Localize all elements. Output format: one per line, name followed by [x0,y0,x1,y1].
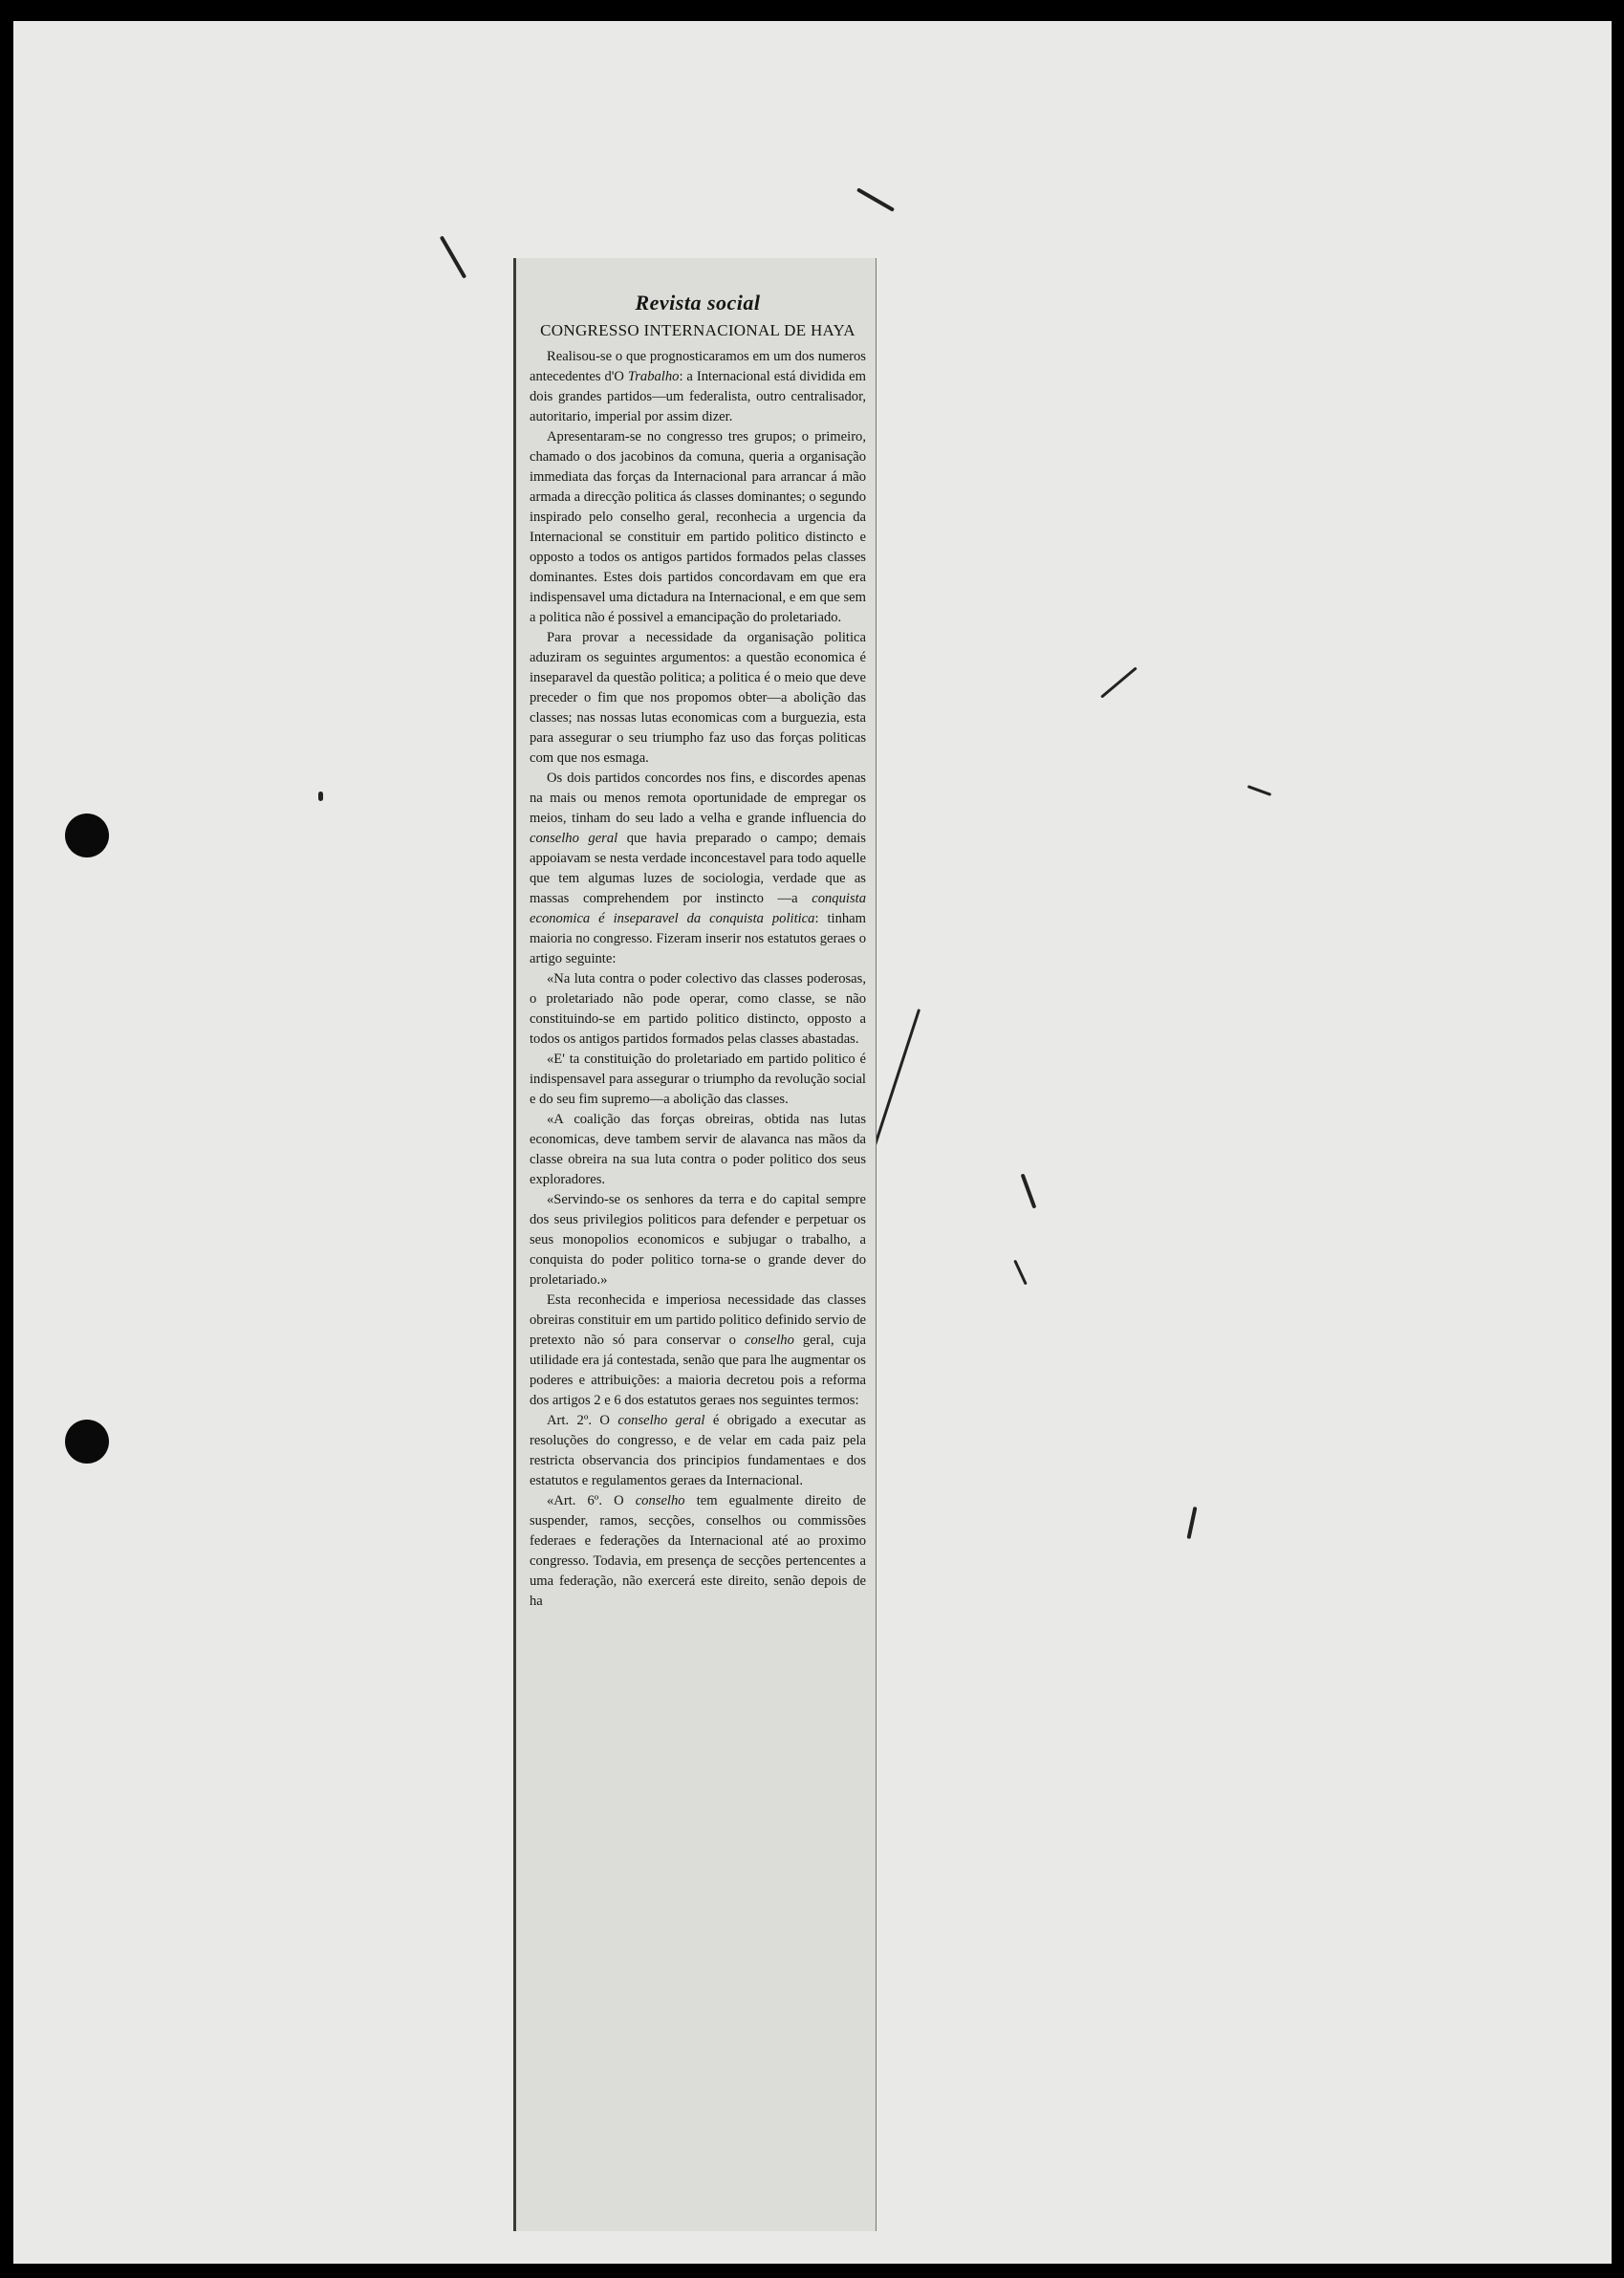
headline: CONGRESSO INTERNACIONAL DE HAYA [540,321,855,339]
pencil-mark [856,187,895,211]
article-paragraph [530,1291,866,1411]
text-run: Os dois partidos concordes nos fins, e discordes apenas na mais ou menos remota oportunidade de empregar os meios, tinham do seu lado a velha e grande influencia do [530,770,866,826]
text-run: geral, cuja utilidade era já contestada, senão que para lhe augmentar os poderes e attribuições: a maioria decretou pois a reforma dos artigos 2 e 6 dos estatutos geraes nos seguintes termos: [530,1333,866,1408]
pencil-mark [440,235,466,278]
section-title: Revista social [635,291,761,315]
text-run: Esta reconhecida e imperiosa necessidade das classes obreiras constituir em um partido politico definido servio de pretexto não só para conservar o [530,1292,866,1348]
pencil-mark [1247,785,1271,796]
pencil-mark [1100,666,1137,698]
italic-text: conselho geral [530,831,618,846]
article-paragraph [530,769,866,969]
italic-text: conselho geral [617,1413,705,1428]
text-run: que havia preparado o campo; demais appoiavam se nesta verdade inconcestavel para todo aquelle que tem algumas luzes de sociologia, verdade que as massas comprehendem por instincto —a [530,831,866,906]
article-paragraph [530,1491,866,1612]
pencil-mark [1187,1507,1198,1539]
text-run: : a Internacional está dividida em dois grandes partidos—um federalista, outro centralisador, autoritario, imperial por assim dizer. [530,369,867,424]
article-paragraph [530,1411,866,1491]
text-run: : tinham maioria no congresso. Fizeram inserir nos estatutos geraes o artigo seguinte: [530,911,866,966]
article-paragraph [530,1190,866,1291]
pencil-mark [874,1009,920,1146]
article-paragraph [530,347,866,427]
article-paragraph [530,427,866,628]
italic-text: Trabalho [627,369,680,384]
text-run: Realisou-se o que prognosticaramos em um dos numeros antecedentes d'O [530,349,866,384]
paper-sheet [13,21,1612,2264]
italic-text: conquista economica é inseparavel da conquista politica [530,891,866,926]
text-run: tem egualmente direito de suspender, ramos, secções, conselhos ou commissões federaes e federações da Internacional até ao proximo congresso. Todavia, em presença de secções pertencentes a uma federação, não exercerá este direito, senão depois de ha [530,1493,866,1609]
italic-text: conselho [635,1493,685,1508]
text-run: «Art. 6º. O [547,1493,636,1508]
text-run: é obrigado a executar as resoluções do congresso, e de velar em cada paiz pela restricta observancia dos principios fundamentaes e dos estatutos e regulamentos geraes da Internacional. [530,1413,866,1488]
article-body [530,347,866,1612]
text-run: «E' ta constituição do proletariado em partido politico é indispensavel para assegurar o triumpho da revolução social e do seu fim supremo—a abolição das classes. [530,1052,866,1107]
text-run: «Na luta contra o poder colectivo das classes poderosas, o proletariado não pode operar, como classe, se não constituindo-se em partido politico distincto, opposto a todos os antigos partidos formados pelas classes abastadas. [530,971,866,1047]
text-run: Apresentaram-se no congresso tres grupos; o primeiro, chamado o dos jacobinos da comuna, queria a organisação immediata das forças da Internacional para arrancar á mão armada a direcção politica ás classes dominantes; o segundo inspirado pelo conselho geral, reconhecia a urgencia da Internacional se constituir em partido politico distincto e opposto a todos os antigos partidos formados pelas classes dominantes. Estes dois partidos concordavam em que era indispensavel uma dictadura na Internacional, e em que sem a politica não é possivel a emancipação do proletariado. [530,429,866,625]
text-run: Art. 2º. O [547,1413,618,1428]
italic-text: conselho [744,1333,794,1348]
text-run: Para provar a necessidade da organisação politica aduziram os seguintes argumentos: a questão economica é inseparavel da questão politica; a politica é o meio que deve preceder o fim que nos propomos obter—a abolição das classes; nas nossas lutas economicas com a burguezia, esta para assegurar o seu triumpho faz uso das forças politicas com que nos esmaga. [530,630,866,766]
text-run: «A coalição das forças obreiras, obtida nas lutas economicas, deve tambem servir de alavanca nas mãos da classe obreira na sua luta contra o poder politico dos seus exploradores. [530,1112,866,1187]
article-paragraph [530,969,866,1050]
punch-hole-lower [65,1420,109,1464]
punch-hole-upper [65,814,109,857]
newspaper-clipping [513,258,877,2231]
pencil-mark [1021,1173,1037,1208]
pencil-mark [318,792,323,801]
article-paragraph [530,1110,866,1190]
article-paragraph [530,1050,866,1110]
article-paragraph [530,628,866,769]
pencil-mark [1013,1260,1028,1286]
text-run: «Servindo-se os senhores da terra e do capital sempre dos seus privilegios politicos para defender e perpetuar os seus monopolios economicos e subjugar o trabalho, a conquista do poder politico torna-se o grande dever do proletariado.» [530,1192,866,1288]
